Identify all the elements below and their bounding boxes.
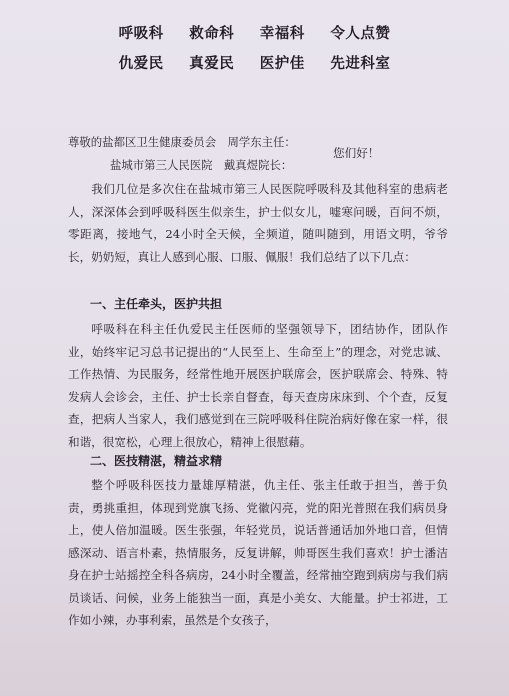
intro-paragraph: 我们几位是多次住在盐城市第三人民医院呼吸科及其他科室的患病老人，深深体会到呼吸科医生似亲生，护士似女儿，嘘寒问暖，百问不烦，零距离，接地气，24小时全天候，全频道，随叫随到，用语文明，爷爷长，奶奶短，真让人感到心服、口服、佩服！我们总结了以下几点： [68,182,448,264]
banner-phrase: 救命科 [189,26,235,42]
addressee-2: 盐城市第三人民医院 戴真煜院长： [110,158,293,172]
section-2-paragraph: 整个呼吸科医技力量雄厚精湛，仇主任、张主任敢于担当，善于负责，勇挑重担，体现到党旗飞扬、党徽闪亮，党的阳光普照在我们病员身上，使人倍加温暖。医生张强，年轻党员，说话普通话加外地口音，但情感深动、语言朴素，热情服务，反复讲解，帅哥医生我们喜欢！护士潘洁身在护士站摇控全科各病房，24小时全覆盖，经常抽空跑到病房与我们病员谈话、问候，业务上能独当一面，真是小美女、大能量。护士祁进，工作如小辣，办事利索，虽然是个女孩子， [68,478,448,627]
banner-line-1 [0,22,509,43]
greeting: 您们好！ [333,146,380,160]
banner-phrase: 真爱民 [189,56,235,72]
banner-phrase: 呼吸科 [118,26,164,42]
banner-phrase: 令人点赞 [330,26,391,42]
banner-phrase: 先进科室 [330,56,391,72]
banner-phrase: 幸福科 [259,26,305,42]
section-2-heading: 二、医技精湛，精益求精 [90,454,223,468]
banner-phrase: 医护佳 [259,56,305,72]
banner-phrase: 仇爱民 [118,56,164,72]
addressee-1: 尊敬的盐都区卫生健康委员会 周学东主任： [68,135,296,149]
section-1-paragraph: 呼吸科在科主任仇爱民主任医师的坚强领导下，团结协作，团队作业，始终牢记习总书记提出的“人民至上、生命至上”的理念，对党忠诚、工作热情、为民服务，经常性地开展医护联席会，医护联席会、特殊、特发病人会诊会，主任、护士长亲自督查，每天查房床床到、个个查，反复查，把病人当家人，我们感觉到在三院呼吸科住院治病好像在家一样，很和谐，很宽松，心理上很放心，精神上很慰藉。 [68,322,448,449]
section-1-heading: 一、主任牵头，医护共担 [90,297,223,311]
banner-line-2 [0,52,509,73]
